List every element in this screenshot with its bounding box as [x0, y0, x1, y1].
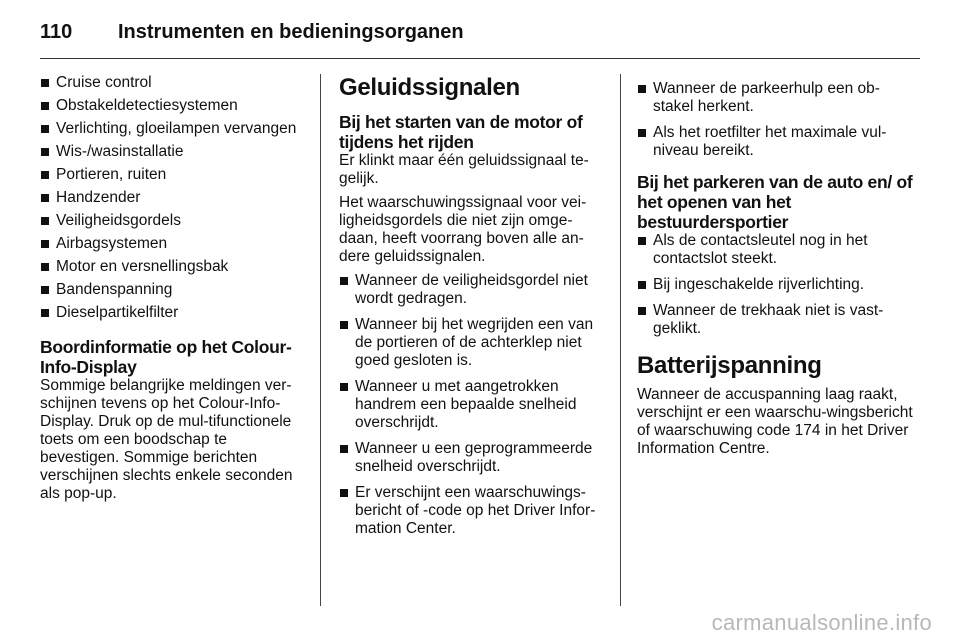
list-item: Portieren, ruiten	[40, 166, 310, 184]
list-item: Bandenspanning	[40, 281, 310, 299]
list-item: Dieselpartikelfilter	[40, 304, 310, 322]
section-title-geluidssignalen: Geluidssignalen	[339, 74, 520, 101]
colour-info-body: Sommige belangrijke meldingen ver-schijnen tevens op het Colour-Info-Display. Druk op de mul-tifunctionele toets om een boodschap te bevestigen. Sommige berichten verschijnen slechts enkele seconden als pop-up.	[40, 377, 293, 502]
sub-heading-starten: Bij het starten van de motor of tijdens het rijden	[339, 112, 583, 152]
header-rule	[40, 58, 920, 59]
list-item: Veiligheidsgordels	[40, 212, 310, 230]
list-item: Verlichting, gloeilampen vervangen	[40, 120, 310, 138]
battery-body: Wanneer de accuspanning laag raakt, verschijnt er een waarschu-wingsbericht of waarschuwing code 174 in het Driver Information Centre.	[637, 386, 913, 457]
paragraph: Het waarschuwingssignaal voor vei-ligheidsgordels die niet zijn omge-daan, heeft voorrang boven alle an-dere geluidssignalen.	[339, 194, 587, 265]
parking-list	[637, 232, 917, 338]
column-divider-2	[620, 74, 621, 606]
watermark: carmanualsonline.info	[711, 610, 932, 635]
column-2	[339, 74, 611, 546]
column-1	[40, 74, 310, 509]
list-item: Wanneer de trekhaak niet is vast-geklikt.	[637, 302, 917, 338]
column-divider-1	[320, 74, 321, 606]
list-item: Motor en versnellingsbak	[40, 258, 310, 276]
colour-info-heading: Boordinformatie op het Colour-Info-Display	[40, 337, 292, 377]
topic-list	[40, 74, 310, 322]
page-title: Instrumenten en bedieningsorganen	[118, 20, 464, 43]
list-item: Airbagsystemen	[40, 235, 310, 253]
list-item: Wanneer de veiligheidsgordel niet wordt gedragen.	[339, 272, 611, 308]
list-item: Er verschijnt een waarschuwings-bericht of -code op het Driver Infor-mation Center.	[339, 484, 611, 538]
sub-heading-parkeren: Bij het parkeren van de auto en/ of het openen van het bestuurdersportier	[637, 172, 913, 232]
list-item: Als het roetfilter het maximale vul-niveau bereikt.	[637, 124, 917, 160]
list-item: Wis-/wasinstallatie	[40, 143, 310, 161]
list-item: Bij ingeschakelde rijverlichting.	[637, 276, 917, 294]
paragraph: Er klinkt maar één geluidssignaal te-gelijk.	[339, 152, 589, 187]
list-item: Wanneer u met aangetrokken handrem een bepaalde snelheid overschrijdt.	[339, 378, 611, 432]
page-number: 110	[40, 20, 73, 43]
column-3	[637, 74, 917, 464]
list-item: Wanneer bij het wegrijden een van de portieren of de achterklep niet goed gesloten is.	[339, 316, 611, 370]
list-item: Als de contactsleutel nog in het contactslot steekt.	[637, 232, 917, 268]
signal-list	[339, 272, 611, 538]
list-item: Wanneer u een geprogrammeerde snelheid overschrijdt.	[339, 440, 611, 476]
list-item: Wanneer de parkeerhulp een ob-stakel herkent.	[637, 80, 917, 116]
list-item: Obstakeldetectiesystemen	[40, 97, 310, 115]
list-item: Handzender	[40, 189, 310, 207]
section-title-batterijspanning: Batterijspanning	[637, 352, 822, 379]
list-item: Cruise control	[40, 74, 310, 92]
signal-list-continued	[637, 80, 917, 160]
page-header	[40, 14, 920, 50]
